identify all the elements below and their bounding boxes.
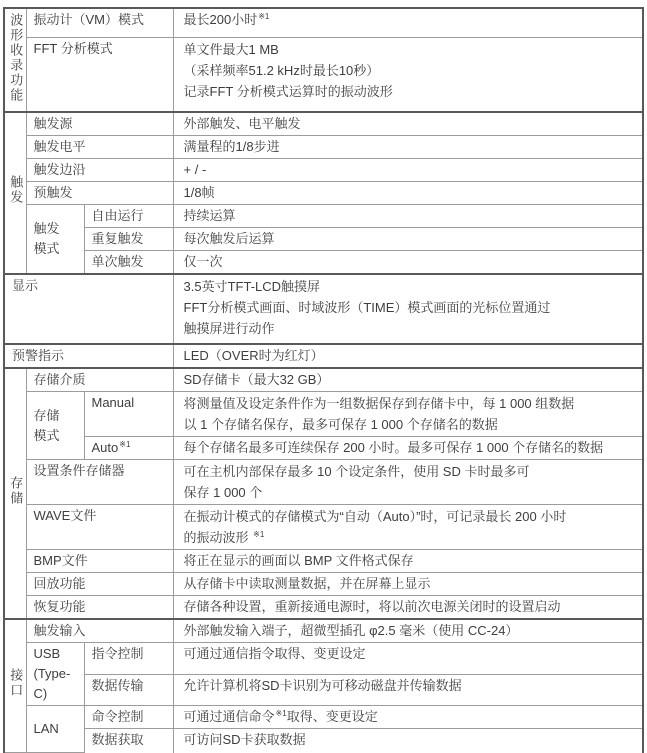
table-row bbox=[4, 112, 643, 136]
cell-value bbox=[173, 344, 643, 368]
cell-value bbox=[173, 619, 643, 643]
table-row bbox=[4, 8, 643, 37]
row-label: 预警指示 bbox=[12, 348, 65, 363]
cell-label bbox=[26, 37, 173, 112]
table-row bbox=[4, 550, 643, 573]
row-label: 触发电平 bbox=[33, 139, 86, 154]
table-row bbox=[4, 182, 643, 205]
group-label-storage: 存储 bbox=[8, 475, 24, 506]
value-line bbox=[184, 527, 638, 548]
cell-value bbox=[173, 729, 643, 753]
table-row bbox=[4, 619, 643, 643]
row-label-line: 触发 bbox=[33, 221, 60, 236]
group-cell-recording bbox=[4, 8, 26, 112]
table-row bbox=[4, 228, 643, 251]
row-label: 触发源 bbox=[33, 116, 73, 131]
table-row bbox=[4, 344, 643, 368]
group-label-recording: 波形收录功能 bbox=[8, 13, 24, 103]
table-row bbox=[4, 729, 643, 753]
cell-label bbox=[4, 274, 173, 344]
cell-sublabel bbox=[84, 437, 173, 460]
row-value: 从存储卡中读取测量数据，并在屏幕上显示 bbox=[183, 576, 431, 591]
table-row bbox=[4, 460, 643, 505]
cell-label bbox=[26, 550, 173, 573]
footnote-marker: ※1 bbox=[275, 708, 287, 718]
row-label: 存储介质 bbox=[33, 372, 86, 387]
value-line: FFT分析模式画面、时域波形（TIME）模式画面的光标位置通过 bbox=[183, 300, 551, 315]
cell-label bbox=[26, 596, 173, 620]
cell-sublabel bbox=[84, 643, 173, 675]
row-value: 可访问SD卡获取数据 bbox=[183, 732, 306, 747]
row-value: 1/8帧 bbox=[183, 185, 215, 200]
cell-value bbox=[173, 437, 643, 460]
row-label: BMP文件 bbox=[33, 553, 88, 568]
cell-value bbox=[173, 460, 643, 505]
row-label: 数据传输 bbox=[91, 677, 144, 693]
value-line: 单文件最大1 MB bbox=[183, 41, 279, 57]
footnote-marker: ※1 bbox=[119, 439, 131, 449]
row-label-line: 模式 bbox=[33, 241, 60, 256]
cell-label bbox=[26, 368, 173, 392]
value-line: 可在主机内部保存最多 10 个设定条件，使用 SD 卡时最多可 bbox=[183, 464, 530, 479]
row-value: 可通过通信指令取得、变更设定 bbox=[183, 646, 366, 661]
row-value: 每次触发后运算 bbox=[183, 231, 275, 246]
cell-label bbox=[4, 344, 173, 368]
cell-label bbox=[26, 182, 173, 205]
cell-value bbox=[173, 8, 643, 37]
row-label: 触发边沿 bbox=[33, 162, 86, 177]
row-label: 命令控制 bbox=[91, 709, 144, 724]
cell-label bbox=[26, 706, 84, 753]
cell-sublabel bbox=[84, 251, 173, 275]
table-row bbox=[4, 573, 643, 596]
group-label-interface: 接口 bbox=[8, 668, 24, 698]
value-line: 以 1 个存储名保存，最多可保存 1 000 个存储名的数据 bbox=[183, 417, 498, 432]
row-label: 恢复功能 bbox=[33, 599, 86, 614]
row-label: LAN bbox=[33, 721, 59, 736]
value-text: 的振动波形 bbox=[183, 530, 253, 545]
row-label: 触发输入 bbox=[33, 623, 86, 638]
row-value: 满量程的1/8步进 bbox=[183, 139, 280, 154]
row-value: + / - bbox=[183, 162, 207, 177]
cell-value bbox=[173, 136, 643, 159]
table-row bbox=[4, 437, 643, 460]
row-label: 显示 bbox=[12, 278, 39, 293]
cell-value bbox=[173, 159, 643, 182]
table-row bbox=[4, 596, 643, 620]
cell-label bbox=[26, 573, 173, 596]
row-value: 仅一次 bbox=[183, 254, 223, 269]
table-row bbox=[4, 674, 643, 706]
row-value: 允许计算机将SD卡识别为可移动磁盘并传输数据 bbox=[183, 677, 462, 693]
cell-value bbox=[173, 596, 643, 620]
row-label: 指令控制 bbox=[91, 646, 144, 661]
row-label: 振动计（VM）模式 bbox=[33, 12, 145, 27]
table-row bbox=[4, 136, 643, 159]
row-value: LED（OVER时为红灯） bbox=[183, 348, 324, 363]
row-label-line: 存储 bbox=[33, 407, 60, 423]
table-row bbox=[4, 37, 643, 112]
row-label: WAVE文件 bbox=[33, 508, 97, 523]
cell-value bbox=[173, 274, 643, 344]
cell-value bbox=[173, 205, 643, 228]
cell-label bbox=[26, 159, 173, 182]
group-label-trigger: 触发 bbox=[8, 175, 24, 205]
cell-sublabel bbox=[84, 706, 173, 729]
row-label-line: USB bbox=[33, 646, 61, 661]
cell-sublabel bbox=[84, 228, 173, 251]
table-row bbox=[4, 505, 643, 550]
value-line: （采样频率51.2 kHz时最长10秒） bbox=[183, 62, 380, 78]
spec-table bbox=[3, 7, 644, 753]
row-label: 自由运行 bbox=[91, 208, 144, 223]
row-value: 存储各种设置，重新接通电源时，将以前次电源关闭时的设置启动 bbox=[183, 599, 561, 614]
cell-label bbox=[26, 8, 173, 37]
row-label: FFT 分析模式 bbox=[33, 40, 113, 56]
cell-value bbox=[173, 112, 643, 136]
cell-value bbox=[173, 228, 643, 251]
value-line: 触摸屏进行动作 bbox=[183, 321, 275, 336]
footnote-marker: ※1 bbox=[258, 11, 270, 21]
table-row bbox=[4, 368, 643, 392]
group-cell-trigger bbox=[4, 112, 26, 274]
table-row bbox=[4, 205, 643, 228]
row-value: 外部触发输入端子，超微型插孔 φ2.5 毫米（使用 CC-24） bbox=[183, 623, 519, 638]
cell-label bbox=[26, 643, 84, 706]
cell-label bbox=[26, 505, 173, 550]
cell-sublabel bbox=[84, 729, 173, 753]
table-row bbox=[4, 706, 643, 729]
cell-value bbox=[173, 37, 643, 112]
cell-value bbox=[173, 505, 643, 550]
row-value: 每个存储名最多可连续保存 200 小时。最多可保存 1 000 个存储名的数据 bbox=[183, 440, 604, 455]
table-row bbox=[4, 251, 643, 275]
footnote-marker: ※1 bbox=[253, 529, 265, 539]
row-label-line: (Type-C) bbox=[33, 666, 71, 701]
cell-value bbox=[173, 368, 643, 392]
group-cell-interface bbox=[4, 619, 26, 753]
cell-value bbox=[173, 182, 643, 205]
row-label: 重复触发 bbox=[91, 231, 144, 246]
row-label-line: 模式 bbox=[33, 427, 60, 443]
cell-value bbox=[173, 251, 643, 275]
cell-label bbox=[26, 136, 173, 159]
cell-value bbox=[173, 643, 643, 675]
cell-sublabel bbox=[84, 205, 173, 228]
table-row bbox=[4, 392, 643, 437]
value-line: 保存 1 000 个 bbox=[183, 485, 263, 500]
row-label: Manual bbox=[91, 395, 135, 410]
value-line: 将测量值及设定条件作为一组数据保存到存储卡中，每 1 000 组数据 bbox=[183, 396, 575, 411]
cell-value bbox=[173, 550, 643, 573]
cell-value bbox=[173, 392, 643, 437]
row-label: 预触发 bbox=[33, 185, 73, 200]
cell-value bbox=[173, 706, 643, 729]
cell-value bbox=[173, 674, 643, 706]
value-text: 取得、变更设定 bbox=[286, 709, 378, 724]
table-row bbox=[4, 274, 643, 344]
row-label: 单次触发 bbox=[91, 254, 144, 269]
row-value: 外部触发、电平触发 bbox=[183, 116, 301, 131]
cell-label bbox=[26, 112, 173, 136]
value-line: 3.5英寸TFT-LCD触摸屏 bbox=[183, 279, 321, 294]
row-label: 回放功能 bbox=[33, 576, 86, 591]
row-value: 持续运算 bbox=[183, 208, 236, 223]
row-label: Auto bbox=[91, 440, 119, 455]
value-line: 在振动计模式的存储模式为“自动（Auto）”时，可记录最长 200 小时 bbox=[183, 509, 567, 524]
cell-sublabel bbox=[84, 392, 173, 437]
row-label: 设置条件存储器 bbox=[33, 463, 125, 478]
cell-value bbox=[173, 573, 643, 596]
row-value: 将正在显示的画面以 BMP 文件格式保存 bbox=[183, 553, 414, 568]
row-value: SD存储卡（最大32 GB） bbox=[183, 372, 330, 387]
value-line: 记录FFT 分析模式运算时的振动波形 bbox=[183, 83, 393, 99]
cell-label bbox=[26, 619, 173, 643]
cell-label bbox=[26, 205, 84, 275]
group-cell-storage bbox=[4, 368, 26, 619]
row-label: 数据获取 bbox=[91, 732, 144, 747]
table-row bbox=[4, 159, 643, 182]
cell-sublabel bbox=[84, 674, 173, 706]
table-row bbox=[4, 643, 643, 675]
cell-label bbox=[26, 460, 173, 505]
cell-label bbox=[26, 392, 84, 460]
value-text: 可通过通信命令 bbox=[183, 709, 275, 724]
row-value: 最长200小时 bbox=[183, 12, 258, 27]
